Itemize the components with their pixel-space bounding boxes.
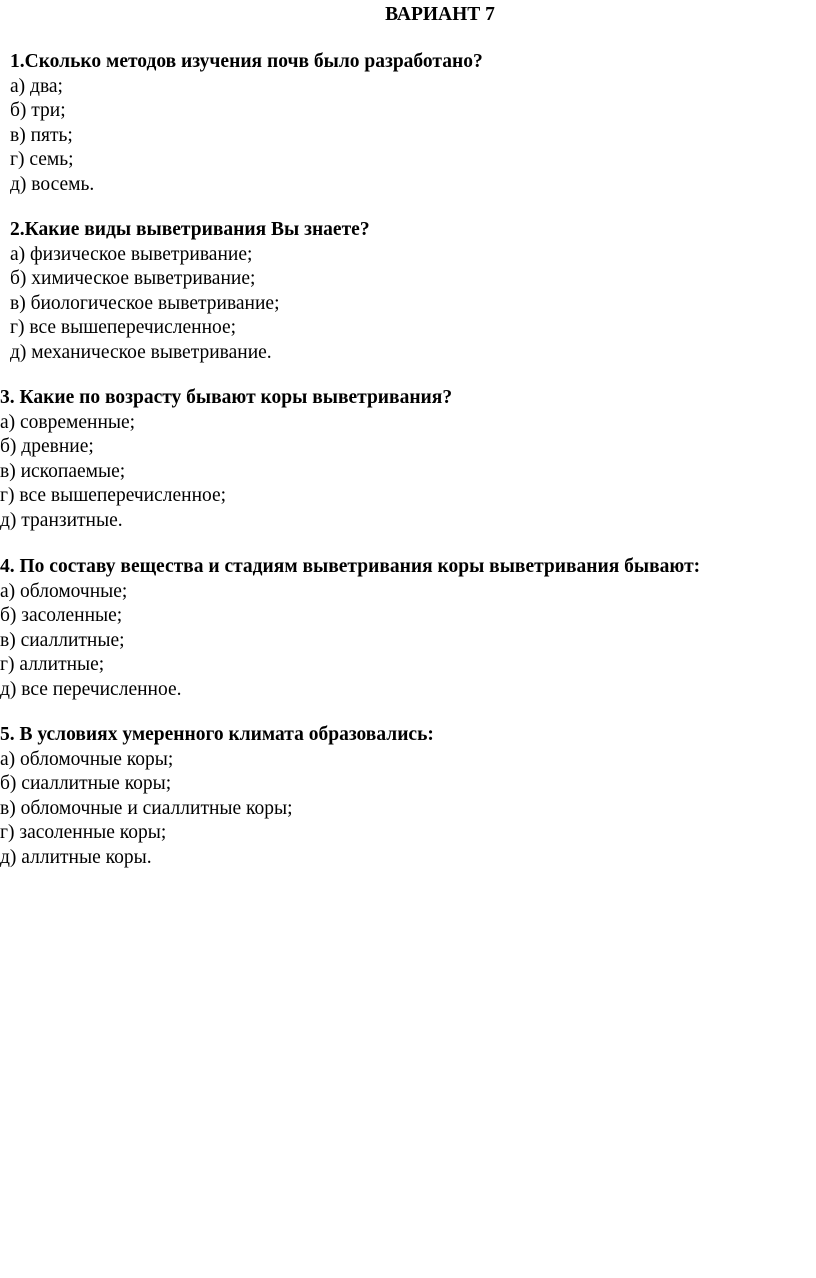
question-2-option-a: а) физическое выветривание; xyxy=(10,243,253,265)
question-4-option-c: в) сиаллитные; xyxy=(0,629,125,651)
question-3 xyxy=(0,386,452,533)
question-3-text: 3. Какие по возрасту бывают коры выветривания? xyxy=(0,387,453,408)
question-2-option-b: б) химическое выветривание; xyxy=(10,268,256,289)
question-1 xyxy=(10,50,483,197)
question-1-option-c: в) пять; xyxy=(10,124,73,146)
question-4 xyxy=(0,555,700,702)
question-1-option-a: а) два; xyxy=(10,75,63,97)
question-2-option-e: д) механическое выветривание. xyxy=(10,341,272,363)
question-3-option-b: б) древние; xyxy=(0,436,94,457)
question-4-option-e: д) все перечисленное. xyxy=(0,678,182,700)
question-5-option-d: г) засоленные коры; xyxy=(0,822,167,843)
question-1-text: 1.Сколько методов изучения почв было разработано? xyxy=(10,51,483,72)
question-1-option-d: г) семь; xyxy=(10,149,74,170)
question-1-option-e: д) восемь. xyxy=(10,173,95,195)
question-4-text: 4. По составу вещества и стадиям выветривания коры выветривания бывают: xyxy=(0,556,701,577)
question-5 xyxy=(0,723,434,870)
question-1-option-b: б) три; xyxy=(10,100,66,121)
question-3-option-c: в) ископаемые; xyxy=(0,460,126,482)
page-title: ВАРИАНТ 7 xyxy=(385,4,495,25)
question-3-option-d: г) все вышеперечисленное; xyxy=(0,485,227,506)
question-5-option-a: а) обломочные коры; xyxy=(0,748,174,770)
question-4-option-b: б) засоленные; xyxy=(0,605,123,626)
question-2-option-d: г) все вышеперечисленное; xyxy=(10,317,237,338)
question-3-option-a: а) современные; xyxy=(0,411,136,433)
question-5-option-e: д) аллитные коры. xyxy=(0,846,152,868)
question-2 xyxy=(10,218,370,365)
question-5-text: 5. В условиях умеренного климата образовались: xyxy=(0,724,434,745)
question-5-option-b: б) сиаллитные коры; xyxy=(0,773,172,794)
question-2-option-c: в) биологическое выветривание; xyxy=(10,292,280,314)
question-3-option-e: д) транзитные. xyxy=(0,509,123,531)
question-4-option-a: а) обломочные; xyxy=(0,580,128,602)
question-5-option-c: в) обломочные и сиаллитные коры; xyxy=(0,797,293,819)
question-4-option-d: г) аллитные; xyxy=(0,654,105,675)
question-2-text: 2.Какие виды выветривания Вы знаете? xyxy=(10,219,370,240)
